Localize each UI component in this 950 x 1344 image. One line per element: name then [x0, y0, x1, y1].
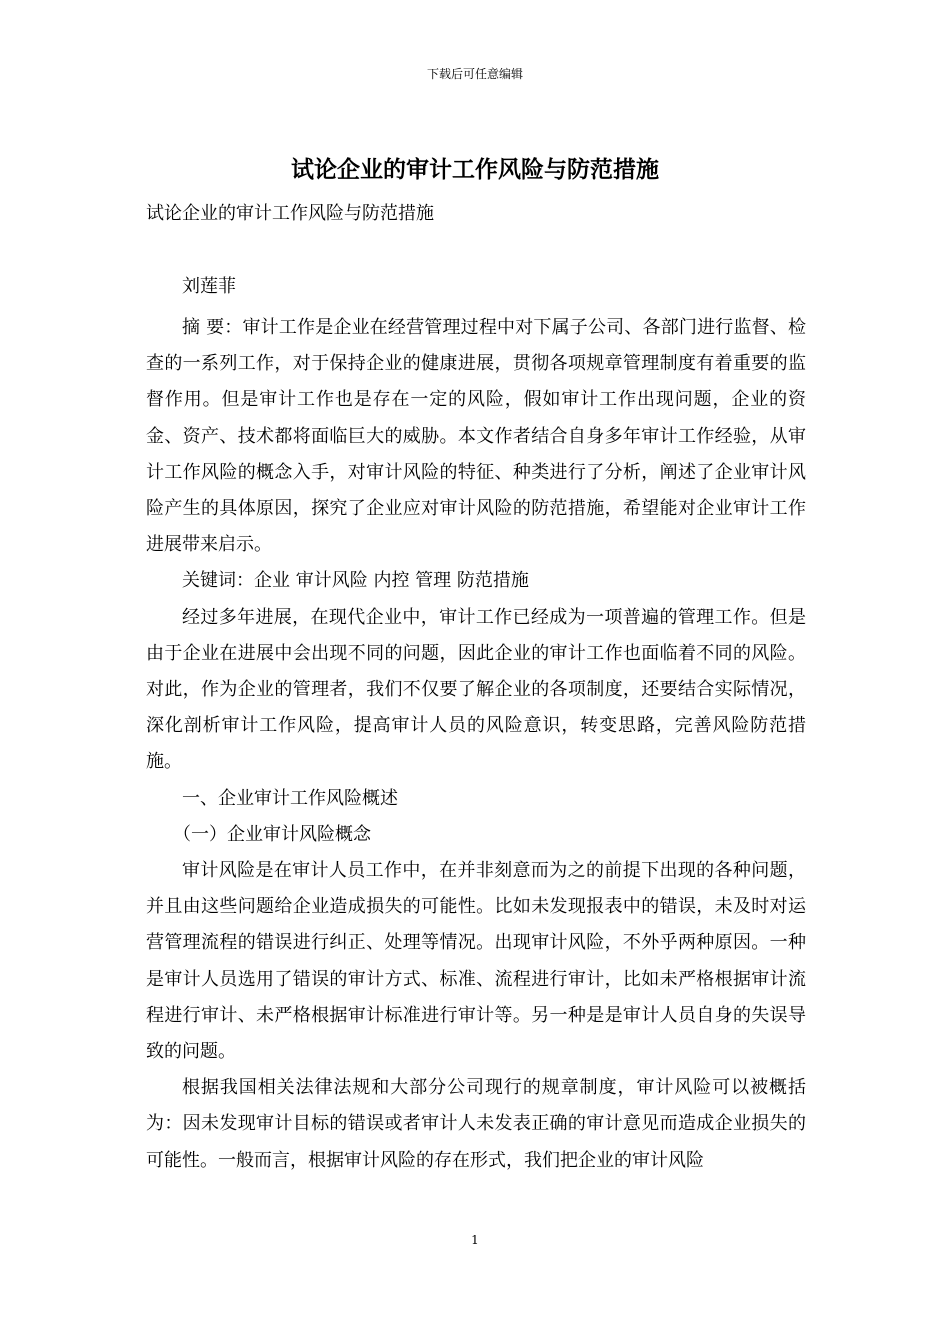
body-paragraph: 审计风险是在审计人员工作中，在并非刻意而为之的前提下出现的各种问题，并且由这些问题给企业造成损失的可能性。比如未发现报表中的错误，未及时对运营管理流程的错误进行纠正、处理等情况。出现审计风险，不外乎两种原因。一种是审计人员选用了错误的审计方式、标准、流程进行审计，比如未严格根据审计流程进行审计、未严格根据审计标准进行审计等。另一种是是审计人员自身的失误导致的问题。	[146, 860, 806, 1063]
body-paragraph: 根据我国相关法律法规和大部分公司现行的规章制度，审计风险可以被概括为：因未发现审计目标的错误或者审计人未发表正确的审计意见而造成企业损失的可能性。一般而言，根据审计风险的存在形式，我们把企业的审计风险	[146, 1077, 806, 1171]
subsection-heading: （一）企业审计风险概念	[173, 823, 371, 845]
keywords-paragraph: 关键词：企业 审计风险 内控 管理 防范措施	[182, 570, 529, 592]
page-number: 1	[471, 1233, 479, 1247]
intro-paragraph: 经过多年进展，在现代企业中，审计工作已经成为一项普遍的管理工作。但是由于企业在进展中会出现不同的问题，因此企业的审计工作也面临着不同的风险。对此，作为企业的管理者，我们不仅要了解企业的各项制度，还要结合实际情况，深化剖析审计工作风险，提高审计人员的风险意识，转变思路，完善风险防范措施。	[146, 606, 806, 773]
author-name: 刘莲菲	[182, 276, 236, 297]
page-header-note: 下载后可任意编辑	[426, 67, 523, 81]
document-title: 试论企业的审计工作风险与防范措施	[291, 156, 659, 183]
abstract-paragraph: 摘 要：审计工作是企业在经营管理过程中对下属子公司、各部门进行监督、检查的一系列工作，对于保持企业的健康进展，贯彻各项规章管理制度有着重要的监督作用。但是审计工作也是存在一定的风险，假如审计工作出现问题，企业的资金、资产、技术都将面临巨大的威胁。本文作者结合自身多年审计工作经验，从审计工作风险的概念入手，对审计风险的特征、种类进行了分析，阐述了企业审计风险产生的具体原因，探究了企业应对审计风险的防范措施，希望能对企业审计工作进展带来启示。	[146, 317, 806, 556]
document-body	[146, 310, 806, 1179]
document-subtitle: 试论企业的审计工作风险与防范措施	[146, 203, 434, 224]
section-heading: 一、企业审计工作风险概述	[182, 787, 398, 809]
